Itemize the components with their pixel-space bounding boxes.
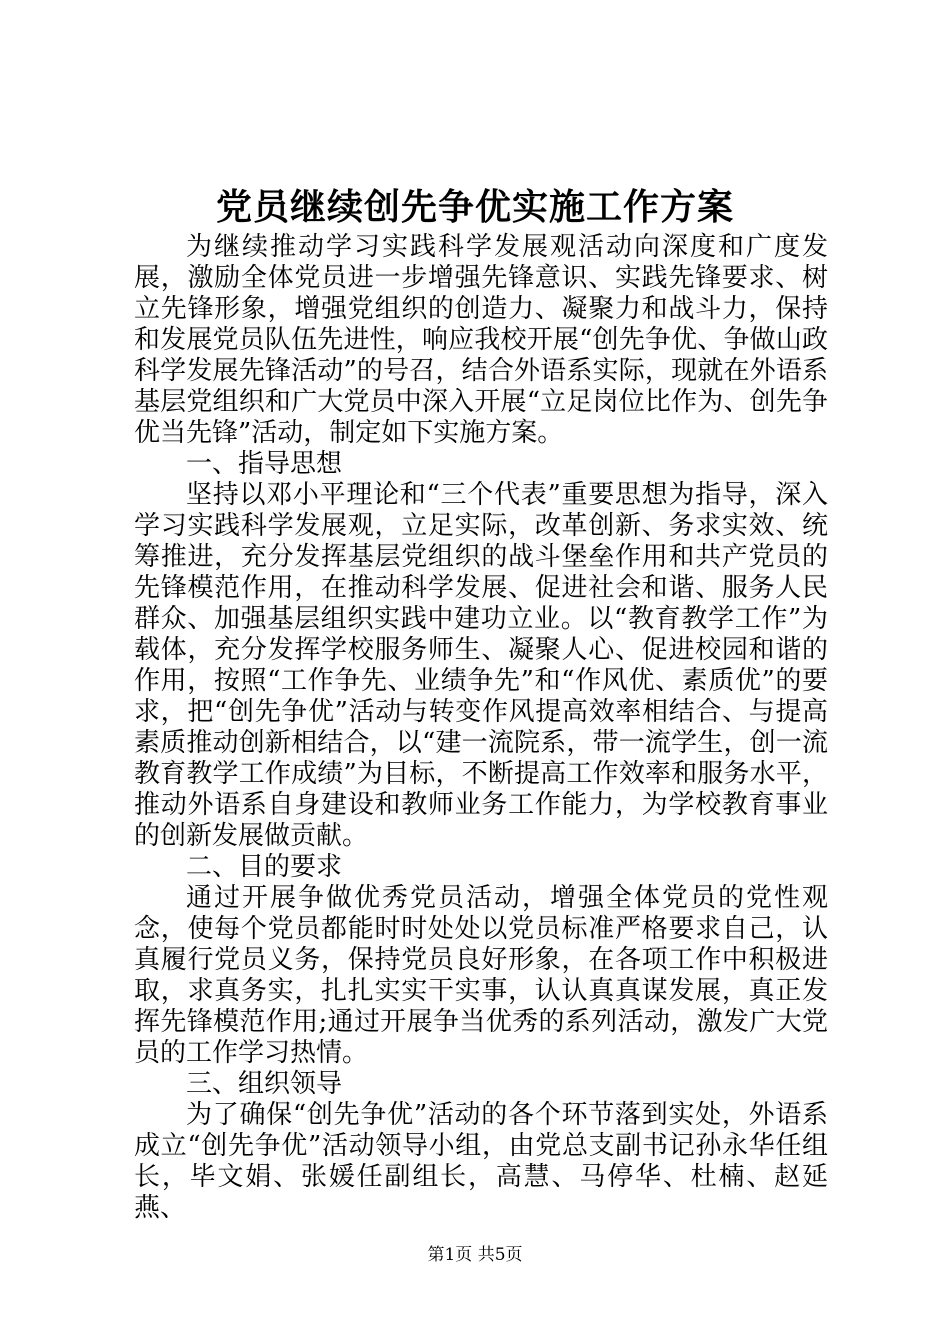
paragraph-intro: 为继续推动学习实践科学发展观活动向深度和广度发展，激励全体党员进一步增强先锋意识、实践先锋要求、树立先锋形象，增强党组织的创造力、凝聚力和战斗力，保持和发展党员队伍先进性，响应我校开展“创先争优、争做山政科学发展先锋活动”的号召，结合外语系实际，现就在外语系基层党组织和广大党员中深入开展“立足岗位比作为、创先争优当先锋”活动，制定如下实施方案。 bbox=[134, 232, 828, 448]
document-body bbox=[134, 232, 828, 1224]
heading-objectives: 二、目的要求 bbox=[186, 852, 343, 882]
heading-leadership: 三、组织领导 bbox=[186, 1069, 343, 1099]
document-title: 党员继续创先争优实施工作方案 bbox=[215, 186, 734, 228]
paragraph-leadership: 为了确保“创先争优”活动的各个环节落到实处，外语系成立“创先争优”活动领导小组，由党总支副书记孙永华任组长，毕文娟、张媛任副组长，高慧、马停华、杜楠、赵延燕、 bbox=[134, 1100, 828, 1223]
page-footer: 第1页 共5页 bbox=[427, 1245, 523, 1265]
paragraph-guiding-ideology: 坚持以邓小平理论和“三个代表”重要思想为指导，深入学习实践科学发展观，立足实际，改革创新、务求实效、统筹推进，充分发挥基层党组织的战斗堡垒作用和共产党员的先锋模范作用，在推动科学发展、促进社会和谐、服务人民群众、加强基层组织实践中建功立业。以“教育教学工作”为载体，充分发挥学校服务师生、凝聚人心、促进校园和谐的作用，按照“工作争先、业绩争先”和“作风优、素质优”的要求，把“创先争优”活动与转变作风提高效率相结合、与提高素质推动创新相结合，以“建一流院系，带一流学生，创一流教育教学工作成绩”为目标，不断提高工作效率和服务水平，推动外语系自身建设和教师业务工作能力，为学校教育事业的创新发展做贡献。 bbox=[134, 480, 828, 851]
paragraph-objectives: 通过开展争做优秀党员活动，增强全体党员的党性观念，使每个党员都能时时处处以党员标准严格要求自己，认真履行党员义务，保持党员良好形象，在各项工作中积极进取，求真务实，扎扎实实干实事，认认真真谋发展，真正发挥先锋模范作用;通过开展争当优秀的系列活动，激发广大党员的工作学习热情。 bbox=[134, 883, 828, 1068]
heading-guiding-ideology: 一、指导思想 bbox=[186, 449, 343, 479]
